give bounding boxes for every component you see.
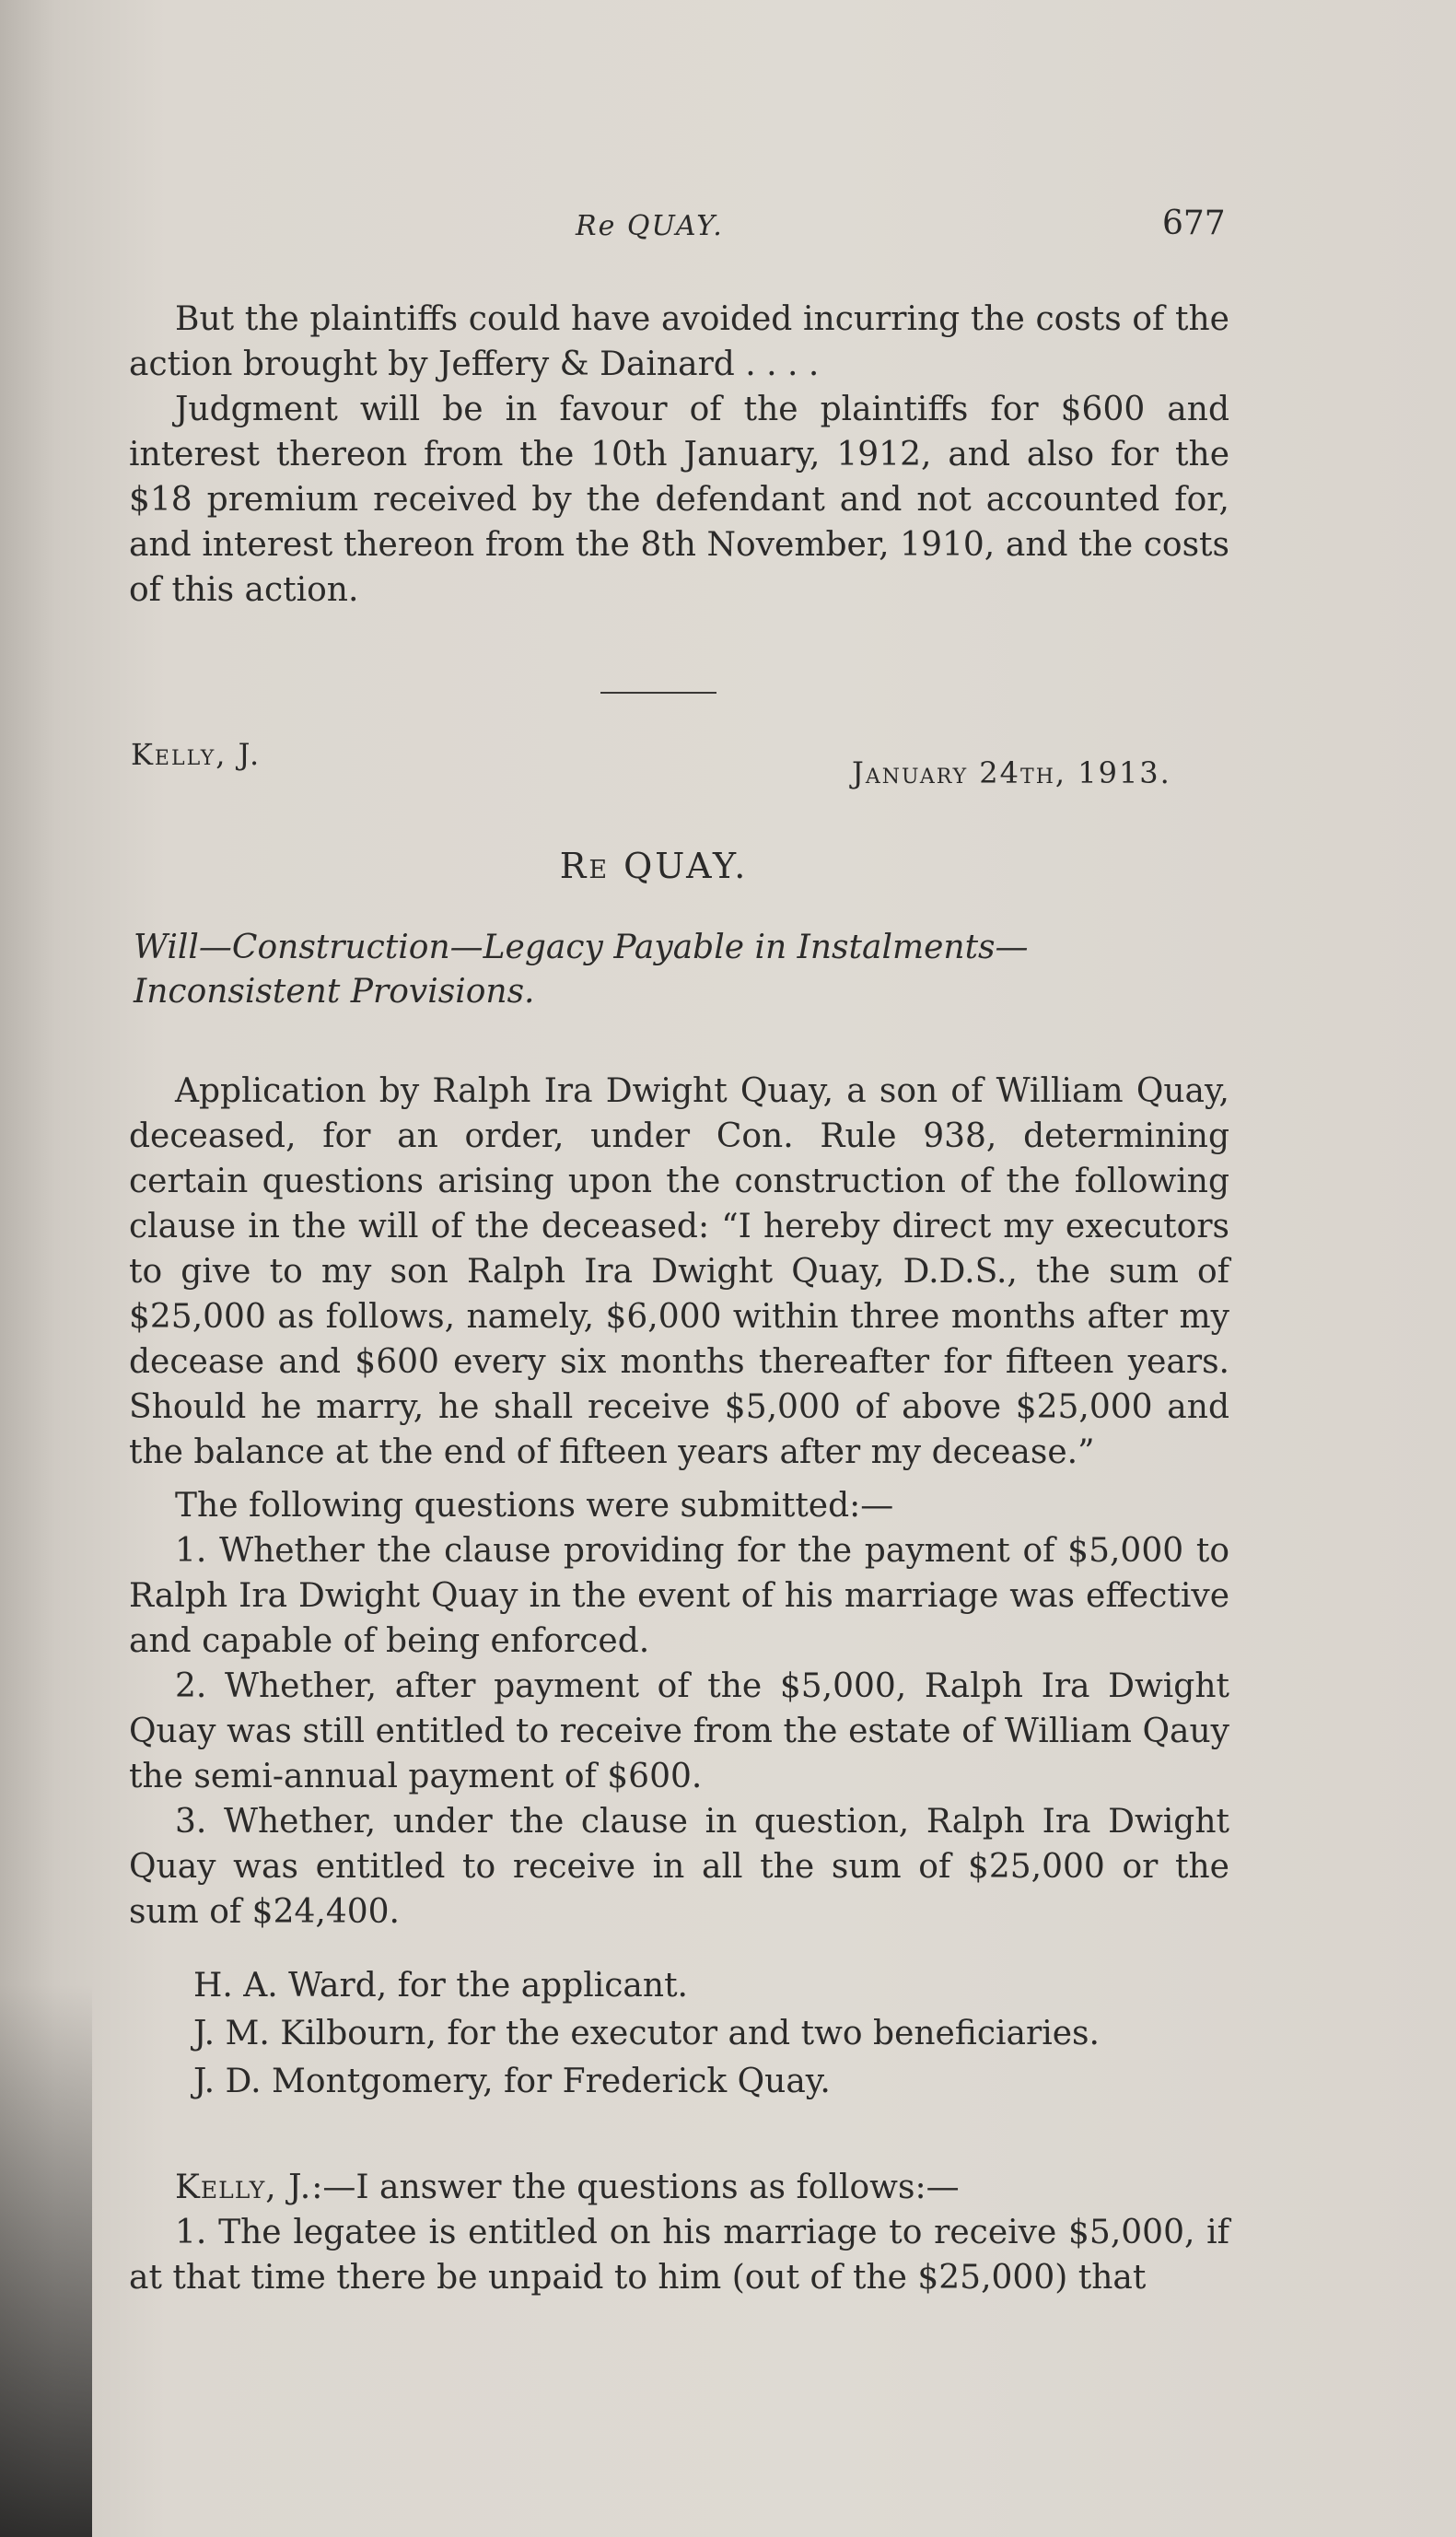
application-paragraph bbox=[129, 1069, 1229, 1475]
section-divider bbox=[600, 692, 716, 694]
paragraph: Application by Ralph Ira Dwight Quay, a son of William Quay, deceased, for an order, under Con. Rule 938, determining certain questions arising upon the construction of the following clause in the will of the deceased: “I hereby direct my executors to give to my son Ralph Ira Dwight Quay, D.D.S., the sum of $25,000 as follows, namely, $6,000 within three months after my decease and $600 every six months thereafter for fifteen years. Should he marry, he shall receive $5,000 of above $25,000 and the balance at the end of fifteen years after my decease.” bbox=[129, 1072, 1229, 1471]
page-edge-shadow bbox=[0, 1984, 92, 2537]
previous-case-conclusion bbox=[129, 297, 1229, 613]
headnote-text: Will—Construction—Legacy Payable in Instalments—Inconsistent Provisions. bbox=[134, 929, 1029, 1011]
questions-section bbox=[129, 1483, 1229, 1935]
judge-name: Kelly, J. bbox=[175, 2169, 312, 2206]
decision-date: January 24th, 1913. bbox=[852, 755, 1171, 790]
judgment-text: :—I answer the questions as follows:— bbox=[311, 2169, 960, 2206]
court-line bbox=[0, 737, 1456, 792]
answer-1: 1. The legatee is entitled on his marriage to receive $5,000, if at that time there be unpaid to him (out of the $25,000) that bbox=[129, 2214, 1229, 2297]
judgment-section bbox=[129, 2165, 1229, 2300]
question-2: 2. Whether, after payment of the $5,000, Ralph Ira Dwight Quay was still entitled to receive from the estate of William Qauy the semi-annual payment of $600. bbox=[129, 1667, 1229, 1795]
case-title: Re QUAY. bbox=[559, 846, 749, 886]
counsel-executor: J. M. Kilbourn, for the executor and two beneficiaries. bbox=[193, 2015, 1100, 2052]
paragraph: But the plaintiffs could have avoided incurring the costs of the action brought by Jeffery & Dainard . . . . bbox=[129, 300, 1229, 383]
judgment-opening bbox=[129, 2165, 1229, 2210]
questions-intro: The following questions were submitted:— bbox=[175, 1487, 894, 1525]
running-head-title: Re QUAY. bbox=[576, 210, 724, 242]
counsel-frederick: J. D. Montgomery, for Frederick Quay. bbox=[193, 2063, 831, 2100]
question-3: 3. Whether, under the clause in question, Ralph Ira Dwight Quay was entitled to receive in all the sum of $25,000 or the sum of $24,400. bbox=[129, 1803, 1229, 1931]
judge-name: Kelly, J. bbox=[131, 737, 262, 772]
paragraph: Judgment will be in favour of the plaintiffs for $600 and interest thereon from the 10th January, 1912, and also for the $18 premium received by the defendant and not accounted for, and interest thereon from the 8th November, 1910, and the costs of this action. bbox=[129, 391, 1229, 609]
page-number: 677 bbox=[1162, 205, 1226, 242]
counsel-applicant: H. A. Ward, for the applicant. bbox=[193, 1967, 688, 2005]
headnote bbox=[134, 926, 1229, 1014]
question-1: 1. Whether the clause providing for the payment of $5,000 to Ralph Ira Dwight Quay in the event of his marriage was effective and capable of being enforced. bbox=[129, 1532, 1229, 1660]
counsel-list bbox=[193, 1962, 1243, 2106]
running-head bbox=[0, 205, 1456, 256]
